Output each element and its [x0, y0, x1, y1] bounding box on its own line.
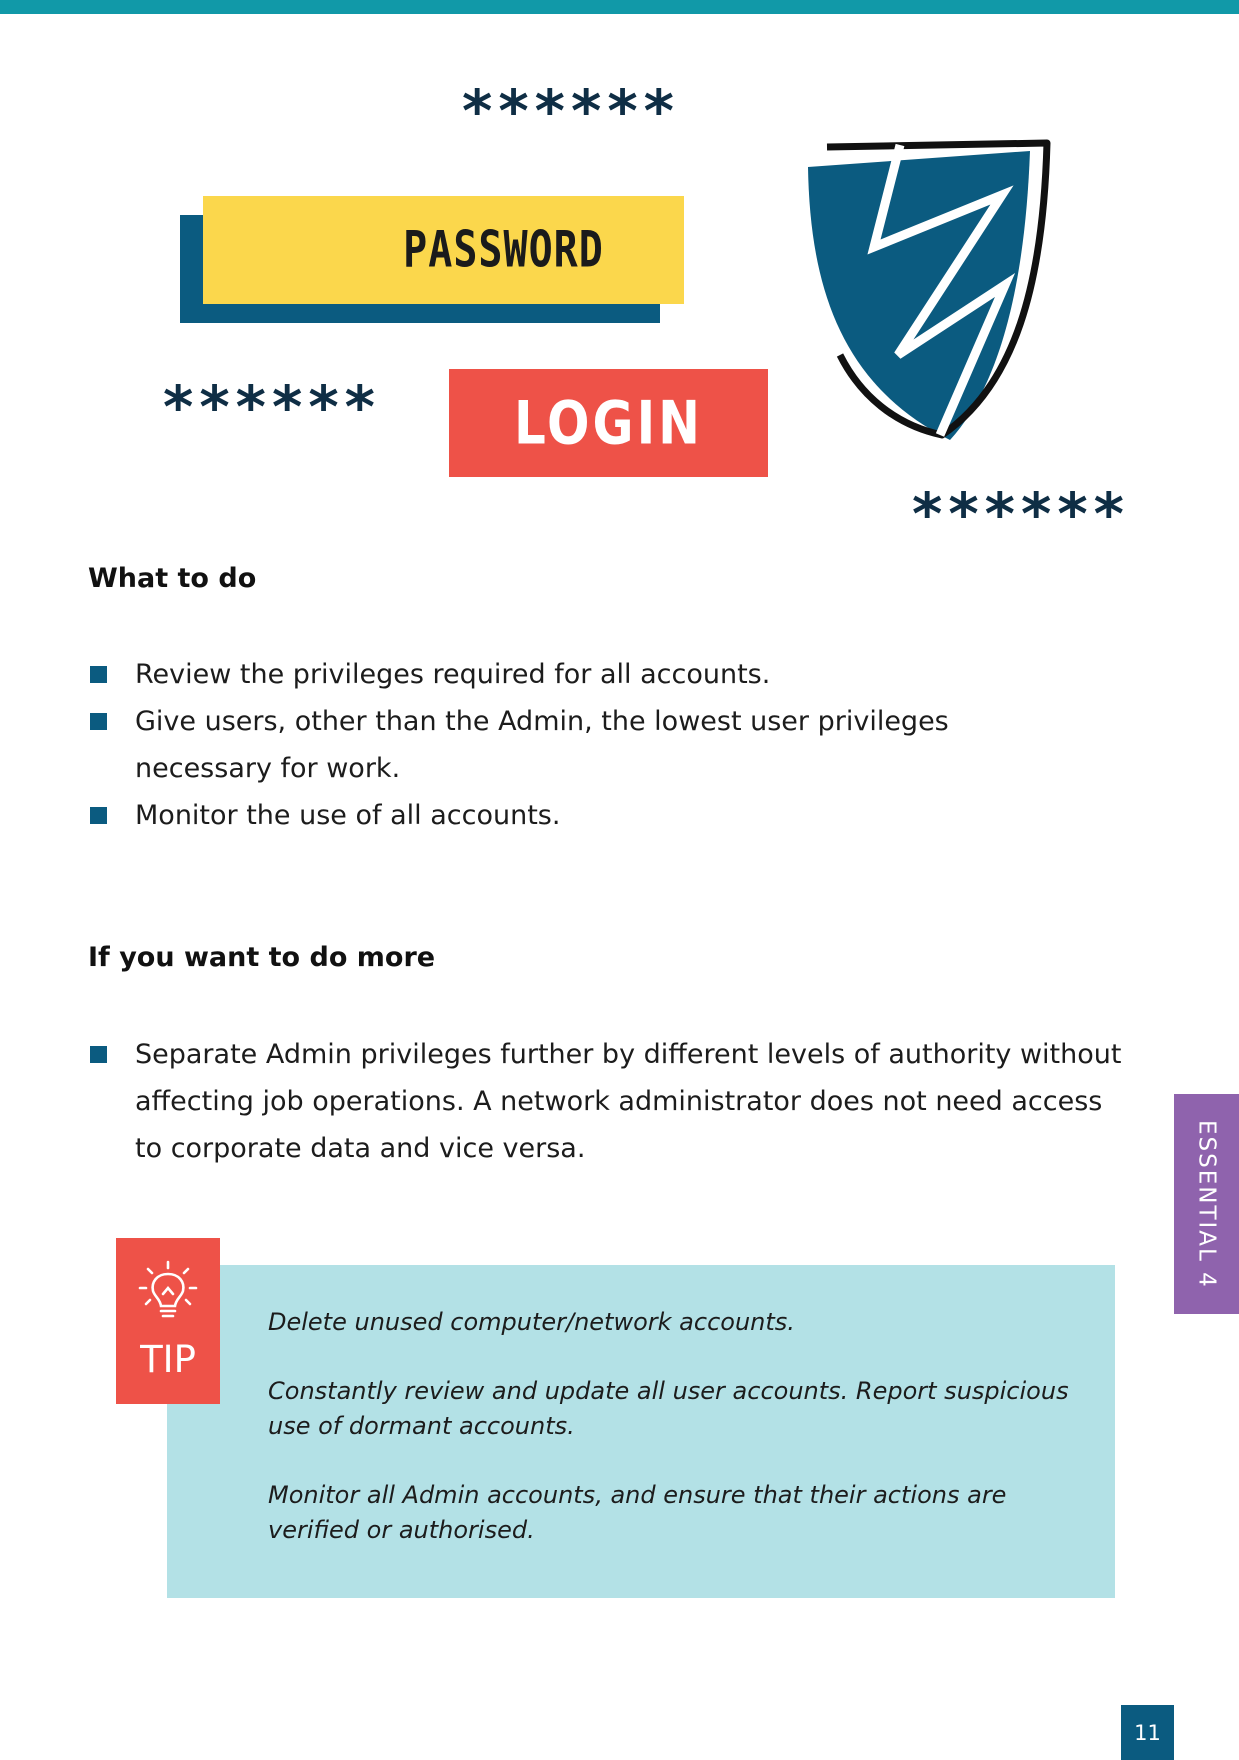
tip-content — [268, 1305, 1088, 1582]
list-item: Separate Admin privileges further by different levels of authority without affecting job operations. A network administrator does not need access to corporate data and vice versa. — [88, 1031, 1123, 1172]
tip-line: Constantly review and update all user accounts. Report suspicious use of dormant accounts. — [268, 1377, 1069, 1440]
heading-what-to-do: What to do — [88, 563, 257, 594]
shield-icon — [800, 135, 1060, 445]
do-more-list — [88, 1031, 1123, 1172]
login-label: LOGIN — [513, 388, 704, 458]
page-number: 11 — [1121, 1705, 1174, 1760]
login-box — [449, 369, 768, 477]
asterisks-top: ****** — [462, 77, 680, 145]
password-box — [203, 196, 684, 304]
tip-badge — [116, 1238, 220, 1404]
asterisks-right: ****** — [912, 480, 1130, 548]
what-to-do-list — [88, 651, 1078, 839]
side-tab-label: ESSENTIAL 4 — [1193, 1119, 1220, 1289]
top-accent-bar — [0, 0, 1239, 14]
square-bullet-icon — [90, 666, 107, 683]
list-item: Monitor the use of all accounts. — [88, 792, 1078, 839]
square-bullet-icon — [90, 1046, 107, 1063]
square-bullet-icon — [90, 807, 107, 824]
asterisks-left: ****** — [163, 373, 381, 441]
list-item: Give users, other than the Admin, the lowest user privileges necessary for work. — [88, 698, 1078, 792]
list-item: Review the privileges required for all accounts. — [88, 651, 1078, 698]
tip-label: TIP — [140, 1338, 196, 1381]
tip-line: Delete unused computer/network accounts. — [268, 1308, 795, 1336]
square-bullet-icon — [90, 713, 107, 730]
lightbulb-icon — [138, 1260, 198, 1324]
tip-line: Monitor all Admin accounts, and ensure that their actions are verified or authorised. — [268, 1481, 1007, 1544]
password-label: PASSWORD — [403, 221, 604, 279]
side-tab-essential — [1174, 1094, 1239, 1314]
heading-do-more: If you want to do more — [88, 942, 436, 973]
